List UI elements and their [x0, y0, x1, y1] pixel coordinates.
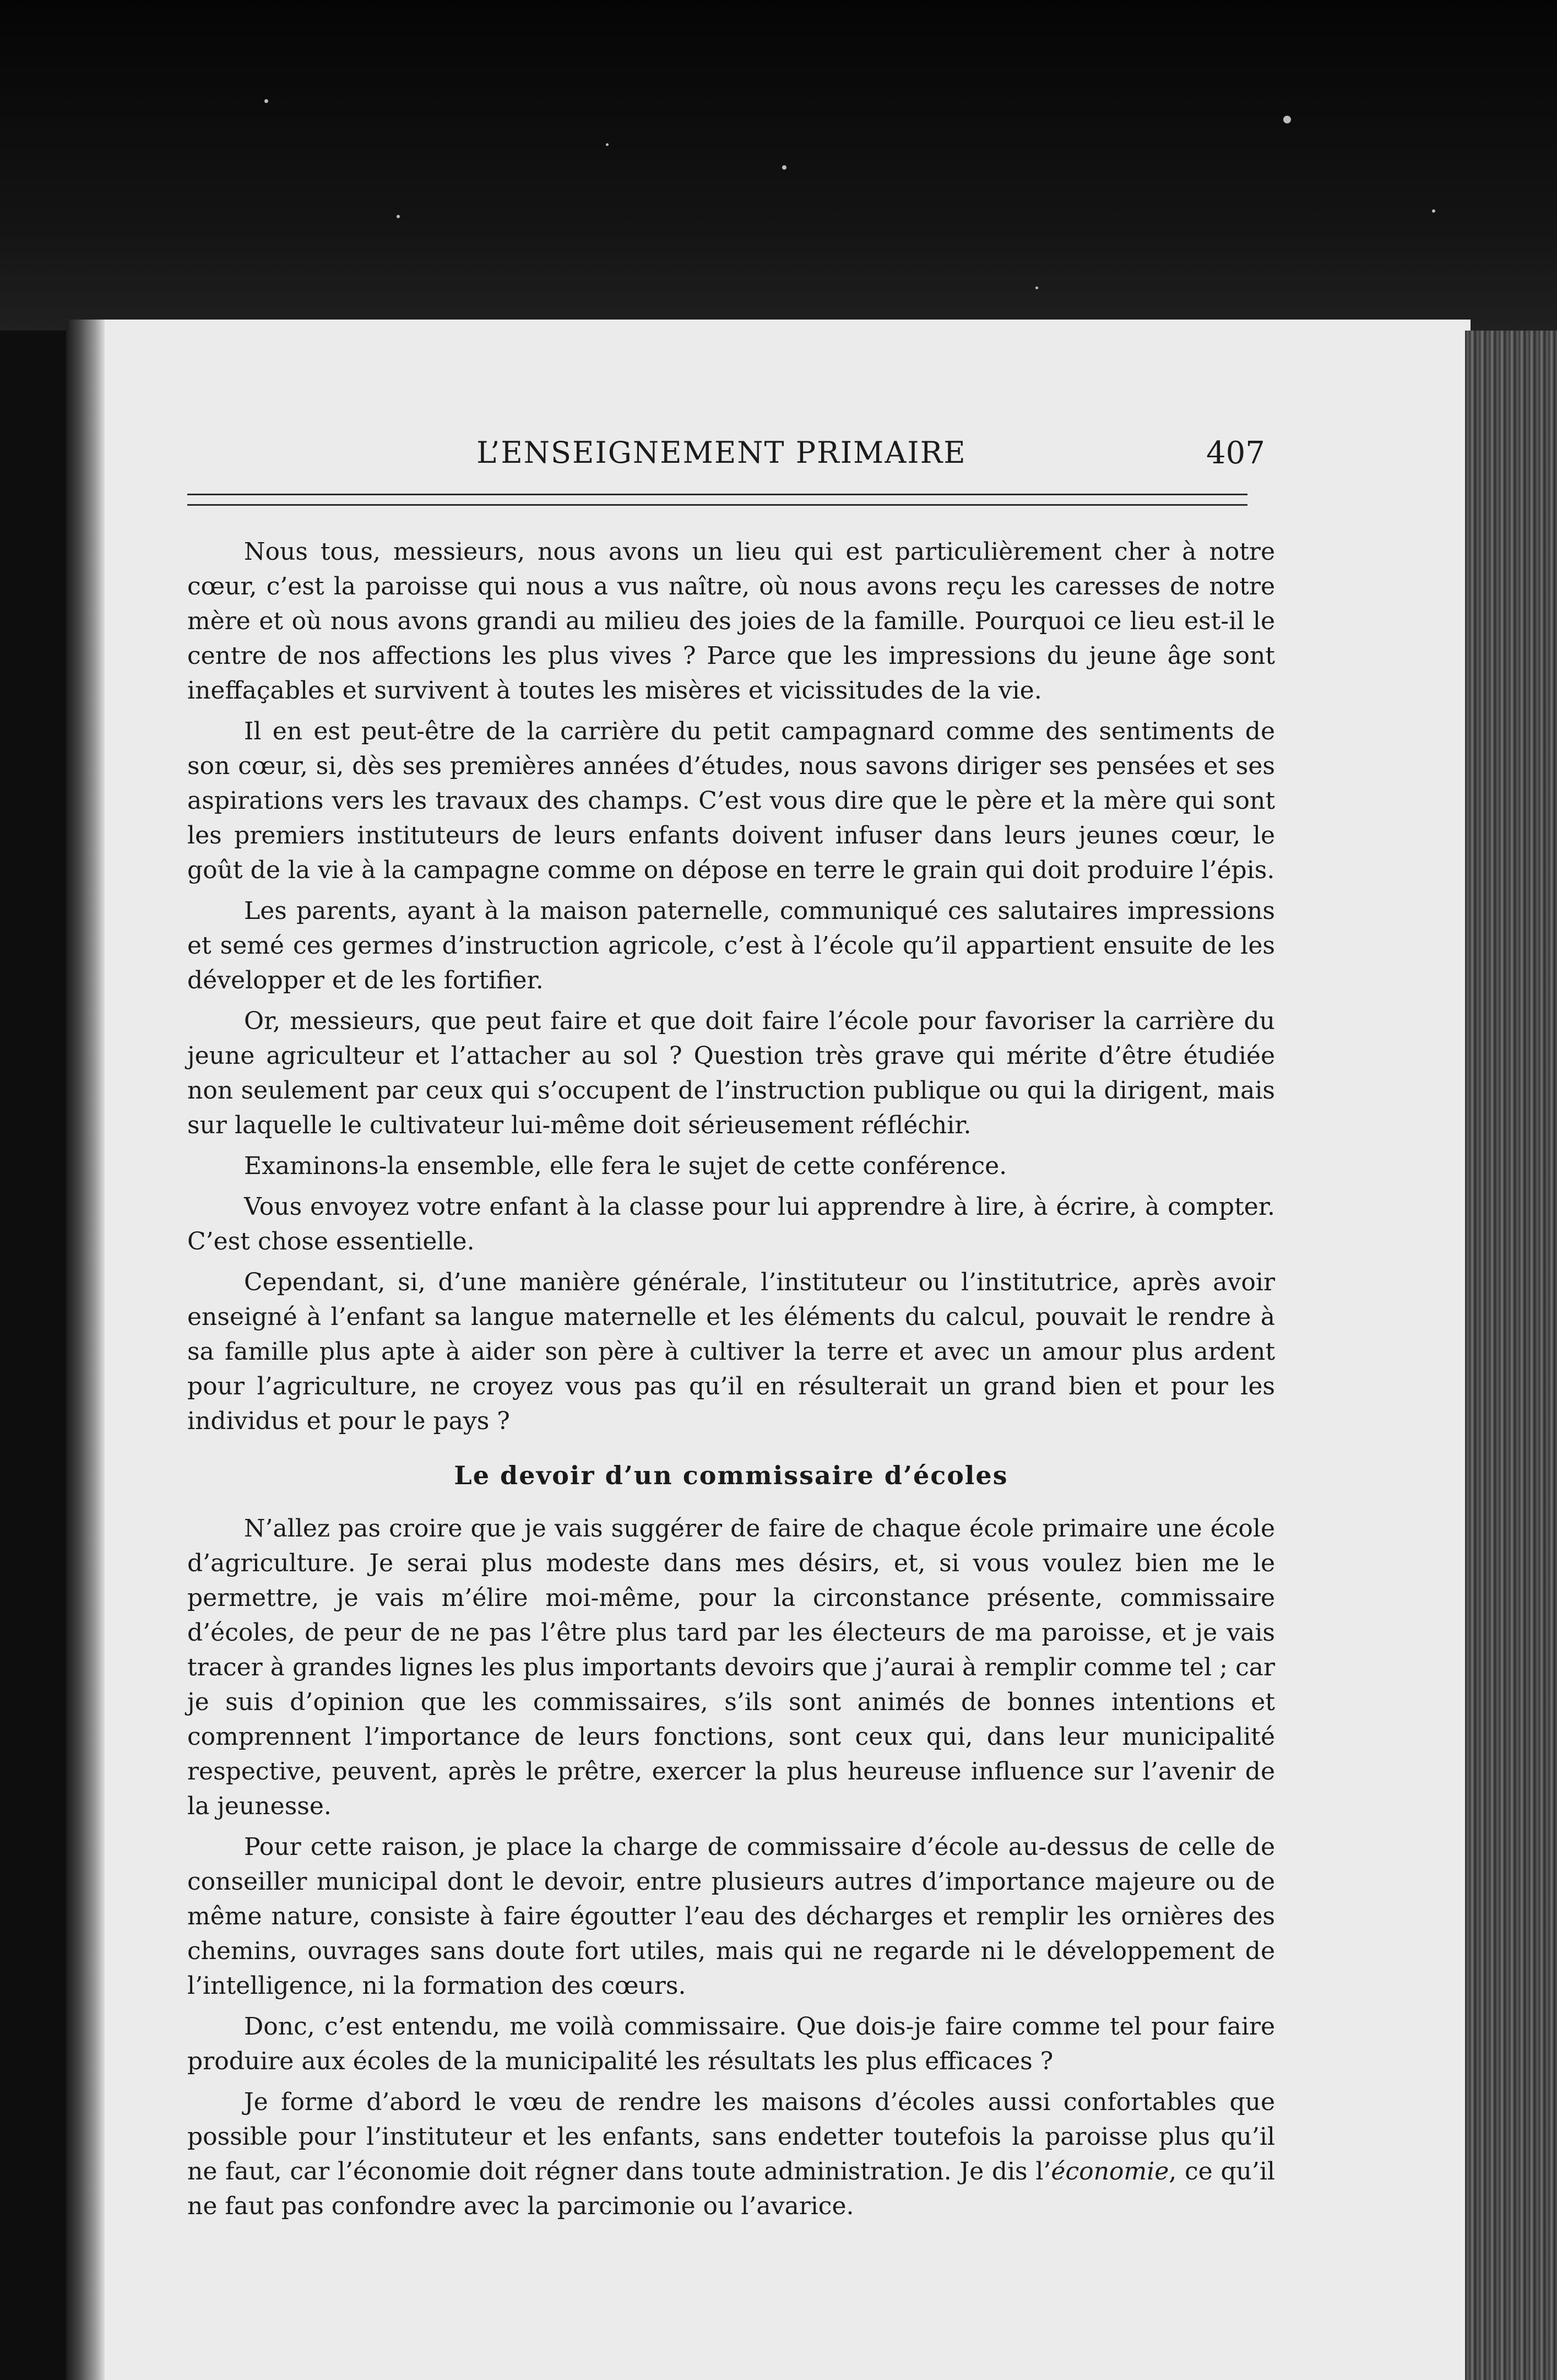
scan-background-top [0, 0, 1557, 331]
dust-speck [1432, 209, 1435, 213]
dust-speck [1283, 116, 1291, 123]
paragraph: Or, messieurs, que peut faire et que doit faire l’école pour favoriser la carrière du jeune agriculteur et l’attacher au sol ? Question très grave qui mérite d’être étudiée non seulement par ceux qui s’occupent de l’instruction publique ou qui la dirigent, mais sur laquelle le cultivateur lui-même doit sérieusement réfléchir. [187, 1007, 1275, 1139]
paragraph: Pour cette raison, je place la charge de commissaire d’école au-dessus de celle de conseiller municipal dont le devoir, entre plusieurs autres d’importance majeure ou de même nature, consiste à faire égoutter l’eau des décharges et remplir les ornières des chemins, ouvrages sans doute fort utiles, mais qui ne regarde ni le développement de l’intelligence, ni la formation des cœurs. [187, 1833, 1275, 2000]
page-binding-shadow [66, 320, 105, 2380]
paragraph-last [187, 2085, 1275, 2224]
dust-speck [782, 165, 786, 170]
paragraph: Les parents, ayant à la maison paternelle, communiqué ces salutaires impressions et semé ces germes d’instruction agricole, c’est à l’école qu’il appartient ensuite de les développer et de les fortifier. [187, 897, 1275, 994]
paragraph: Cependant, si, d’une manière générale, l’instituteur ou l’institutrice, après avoir enseigné à l’enfant sa langue maternelle et les éléments du calcul, pouvait le rendre à sa famille plus apte à aider son père à cultiver la terre et avec un amour plus ardent pour l’agriculture, ne croyez vous pas qu’il en résulterait un grand bien et pour les individus et pour le pays ? [187, 1268, 1275, 1435]
paragraph: Nous tous, messieurs, nous avons un lieu qui est particulièrement cher à notre cœur, c’est la paroisse qui nous a vus naître, où nous avons reçu les caresses de notre mère et où nous avons grandi au milieu des joies de la famille. Pourquoi ce lieu est-il le centre de nos affections les plus vives ? Parce que les impressions du jeune âge sont ineffaçables et survivent à toutes les misères et vicissitudes de la vie. [187, 538, 1275, 705]
section-heading: Le devoir d’un commissaire d’écoles [454, 1461, 1008, 1490]
paragraph-text: , ce qu’il ne faut pas confondre avec la parcimonie ou l’avarice. [187, 2157, 1275, 2220]
emphasis-word: économie [1051, 2157, 1169, 2186]
dust-speck [397, 215, 400, 218]
running-header-title: L’ENSEIGNEMENT PRIMAIRE [476, 435, 967, 470]
dust-speck [264, 99, 268, 103]
header-double-rule [187, 494, 1247, 506]
paragraph: Vous envoyez votre enfant à la classe pour lui apprendre à lire, à écrire, à compter. C’est chose essentielle. [187, 1193, 1275, 1256]
dust-speck [1035, 286, 1038, 289]
page-stack-edge [1465, 331, 1557, 2380]
paragraph-text: Je forme d’abord le vœu de rendre les maisons d’écoles aussi confortables que possible pour l’instituteur et les enfants, sans endetter toutefois la paroisse plus qu’il ne faut, car l’économie doit régner dans toute administration. Je dis l’ [187, 2088, 1275, 2186]
dust-speck [606, 143, 609, 146]
body-text [187, 534, 1275, 2230]
page-number: 407 [1206, 435, 1265, 471]
paragraph: Il en est peut-être de la carrière du petit campagnard comme des sentiments de son cœur, si, dès ses premières années d’études, nous savons diriger ses pensées et ses aspirations vers les travaux des champs. C’est vous dire que le père et la mère qui sont les premiers instituteurs de leurs enfants doivent infuser dans leurs jeunes cœur, le goût de la vie à la campagne comme on dépose en terre le grain qui doit produire l’épis. [187, 717, 1275, 884]
paragraph: N’allez pas croire que je vais suggérer de faire de chaque école primaire une école d’agriculture. Je serai plus modeste dans mes désirs, et, si vous voulez bien me le permettre, je vais m’élire moi-même, pour la circonstance présente, commissaire d’écoles, de peur de ne pas l’être plus tard par les électeurs de ma paroisse, et je vais tracer à grandes lignes les plus importants devoirs que j’aurai à remplir comme tel ; car je suis d’opinion que les commissaires, s’ils sont animés de bonnes intentions et comprennent l’importance de leurs fonctions, sont ceux qui, dans leur municipalité respective, peuvent, après le prêtre, exercer la plus heureuse influence sur l’avenir de la jeunesse. [187, 1514, 1275, 1820]
paragraph: Donc, c’est entendu, me voilà commissaire. Que dois-je faire comme tel pour faire produire aux écoles de la municipalité les résultats les plus efficaces ? [187, 2013, 1275, 2075]
paragraph: Examinons-la ensemble, elle fera le sujet de cette conférence. [244, 1152, 1007, 1180]
